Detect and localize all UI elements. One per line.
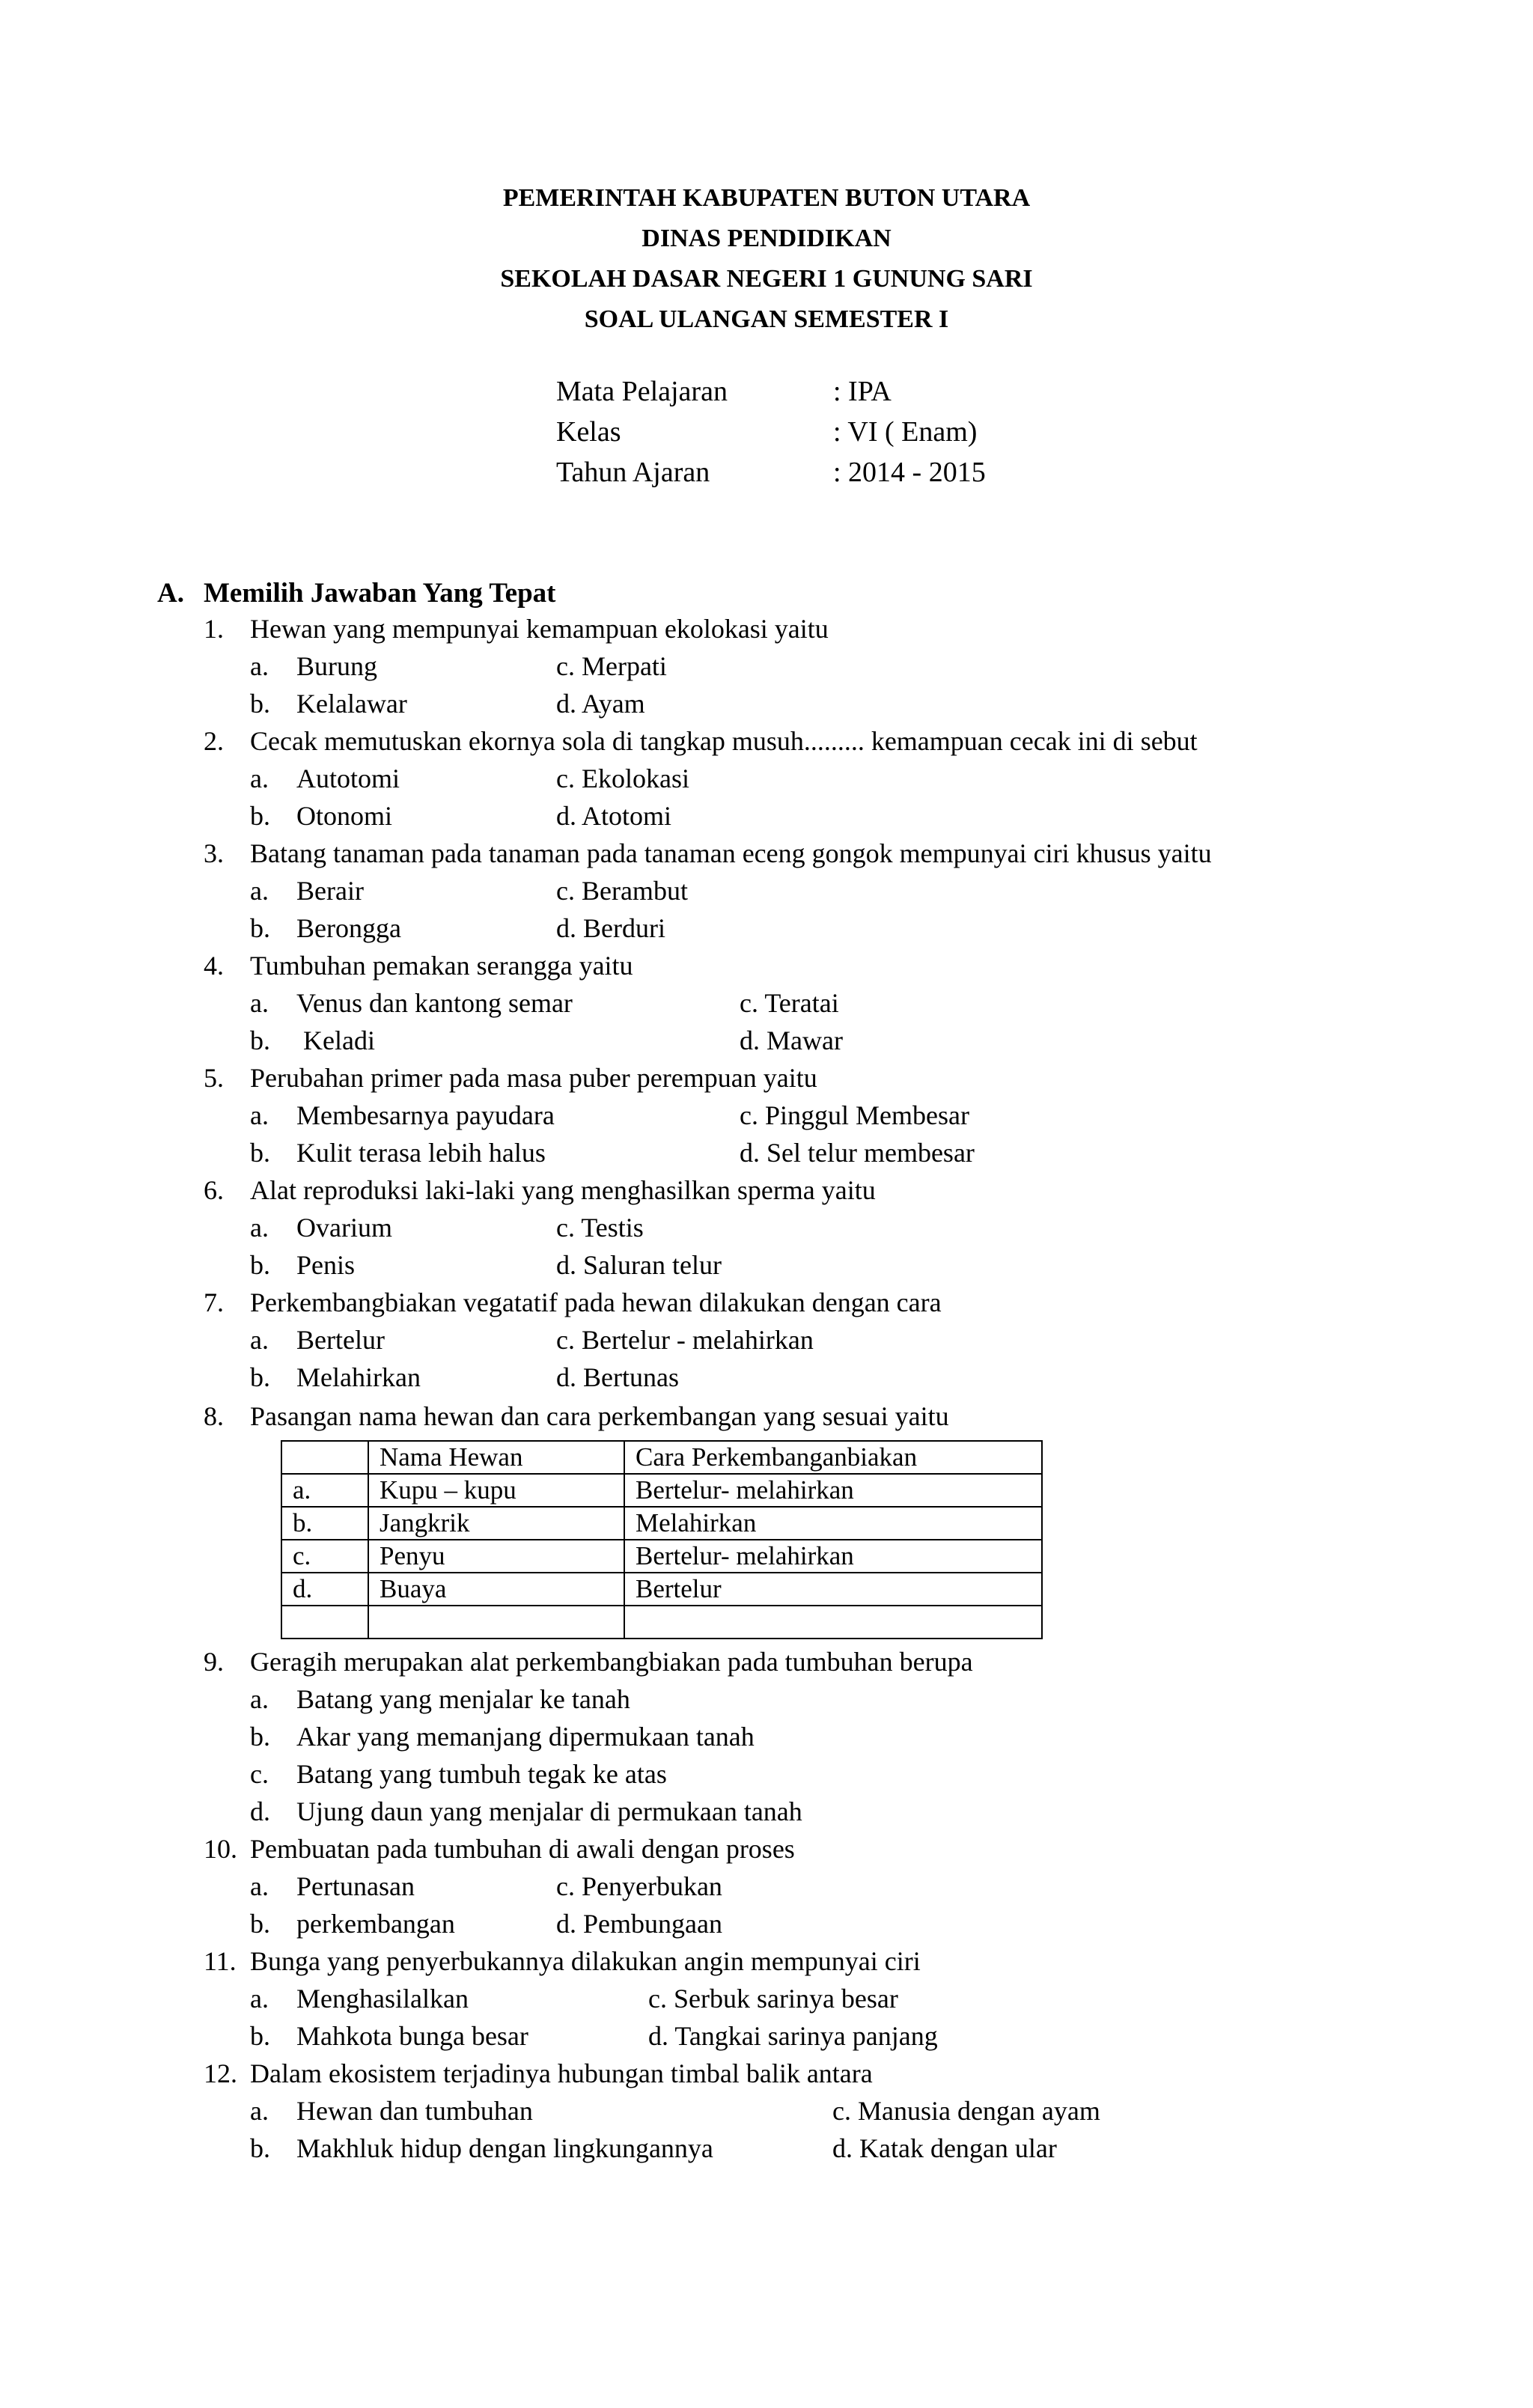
option-a: a. Autotomi bbox=[250, 763, 400, 793]
table-row-empty bbox=[281, 1606, 1042, 1639]
option-b: b. Penis bbox=[250, 1250, 356, 1280]
question-1 bbox=[204, 614, 829, 644]
option-b: b. Melahirkan bbox=[250, 1362, 421, 1392]
question-text: Hewan yang mempunyai kemampuan ekolokasi yaitu bbox=[250, 614, 829, 644]
question-text: Alat reproduksi laki-laki yang menghasilkan sperma yaitu bbox=[250, 1175, 876, 1205]
table-cell: Jangkrik bbox=[368, 1507, 624, 1540]
option-a: a. Membesarnya payudara bbox=[250, 1100, 555, 1130]
option-d: d. Katak dengan ular bbox=[832, 2133, 1057, 2163]
option-a: a. Venus dan kantong semar bbox=[250, 988, 573, 1018]
option-c: c. Berambut bbox=[556, 876, 688, 906]
option-a: a. Burung bbox=[250, 651, 377, 681]
table-cell: Bertelur- melahirkan bbox=[624, 1540, 1042, 1573]
question-text: Perubahan primer pada masa puber perempuan yaitu bbox=[250, 1063, 817, 1093]
question-number: 3. bbox=[204, 838, 224, 868]
option-b: b. Berongga bbox=[250, 913, 401, 943]
option-c: c. Serbuk sarinya besar bbox=[648, 1984, 898, 2014]
option-c: c. Pinggul Membesar bbox=[740, 1100, 969, 1130]
option-b: b. Akar yang memanjang dipermukaan tanah bbox=[250, 1722, 755, 1752]
table-cell bbox=[281, 1606, 368, 1639]
question-text: Tumbuhan pemakan serangga yaitu bbox=[250, 951, 633, 981]
question-text: Batang tanaman pada tanaman pada tanaman eceng gongok mempunyai ciri khusus yaitu bbox=[250, 838, 1212, 868]
option-a: a. Ovarium bbox=[250, 1213, 392, 1243]
question-number: 5. bbox=[204, 1063, 224, 1093]
question-3 bbox=[204, 838, 1212, 868]
question-text: Pasangan nama hewan dan cara perkembangan yang sesuai yaitu bbox=[250, 1401, 949, 1431]
option-d: d. Ayam bbox=[556, 689, 645, 719]
question-number: 6. bbox=[204, 1175, 224, 1205]
table-cell: b. bbox=[281, 1507, 368, 1540]
question-6 bbox=[204, 1175, 876, 1205]
table-cell: Kupu – kupu bbox=[368, 1474, 624, 1507]
question-10 bbox=[204, 1834, 795, 1864]
option-d: d. Tangkai sarinya panjang bbox=[648, 2021, 938, 2051]
option-d: d. Bertunas bbox=[556, 1362, 679, 1392]
question-text: Perkembangbiakan vegatatif pada hewan dilakukan dengan cara bbox=[250, 1287, 942, 1317]
option-c: c. Teratai bbox=[740, 988, 839, 1018]
school-header-line1: PEMERINTAH KABUPATEN BUTON UTARA bbox=[502, 184, 1031, 212]
school-header-line2: DINAS PENDIDIKAN bbox=[641, 225, 892, 252]
question-number: 10. bbox=[204, 1834, 237, 1864]
section-heading bbox=[157, 578, 555, 609]
table-cell bbox=[368, 1606, 624, 1639]
option-a: a. Menghasilalkan bbox=[250, 1984, 469, 2014]
question-text: Dalam ekosistem terjadinya hubungan timbal balik antara bbox=[250, 2058, 873, 2088]
option-b: b. Makhluk hidup dengan lingkungannya bbox=[250, 2133, 713, 2163]
question-number: 7. bbox=[204, 1287, 224, 1317]
option-c: c. Penyerbukan bbox=[556, 1871, 722, 1901]
question-number: 2. bbox=[204, 726, 224, 756]
table-cell: Bertelur- melahirkan bbox=[624, 1474, 1042, 1507]
info-label-year: Tahun Ajaran bbox=[556, 457, 710, 488]
option-b: b. Kulit terasa lebih halus bbox=[250, 1138, 546, 1168]
table-row bbox=[281, 1474, 1042, 1507]
option-d: d. Mawar bbox=[740, 1025, 843, 1055]
table-header-cell: Nama Hewan bbox=[368, 1441, 624, 1474]
option-b: b. Otonomi bbox=[250, 801, 393, 831]
table-row bbox=[281, 1540, 1042, 1573]
info-value-class: : VI ( Enam) bbox=[833, 416, 978, 448]
table-row bbox=[281, 1573, 1042, 1606]
question-text: Geragih merupakan alat perkembangbiakan pada tumbuhan berupa bbox=[250, 1647, 973, 1677]
option-d: d. Pembungaan bbox=[556, 1909, 722, 1939]
question-5 bbox=[204, 1063, 817, 1093]
table-cell: a. bbox=[281, 1474, 368, 1507]
table-cell: c. bbox=[281, 1540, 368, 1573]
option-d: d. Sel telur membesar bbox=[740, 1138, 975, 1168]
table-row bbox=[281, 1507, 1042, 1540]
question-number: 1. bbox=[204, 614, 224, 644]
question-4 bbox=[204, 951, 633, 981]
option-d: d. Atotomi bbox=[556, 801, 672, 831]
option-c: c. Manusia dengan ayam bbox=[832, 2096, 1100, 2126]
question-text: Bunga yang penyerbukannya dilakukan angin mempunyai ciri bbox=[250, 1946, 921, 1976]
section-letter: A. bbox=[157, 578, 184, 609]
option-d: d. Ujung daun yang menjalar di permukaan tanah bbox=[250, 1796, 802, 1826]
table-cell: Melahirkan bbox=[624, 1507, 1042, 1540]
question-12 bbox=[204, 2058, 873, 2088]
table-cell bbox=[624, 1606, 1042, 1639]
table-header-cell bbox=[281, 1441, 368, 1474]
exam-title: SOAL ULANGAN SEMESTER I bbox=[584, 305, 949, 333]
info-label-class: Kelas bbox=[556, 416, 621, 448]
table-header-cell: Cara Perkembanganbiakan bbox=[624, 1441, 1042, 1474]
question-number: 11. bbox=[204, 1946, 237, 1976]
option-a: a. Bertelur bbox=[250, 1325, 385, 1355]
option-b: b. Mahkota bunga besar bbox=[250, 2021, 528, 2051]
question-2 bbox=[204, 726, 1198, 756]
option-c: c. Testis bbox=[556, 1213, 644, 1243]
option-b: b. perkembangan bbox=[250, 1909, 455, 1939]
info-value-subject: : IPA bbox=[833, 376, 892, 407]
option-c: c. Ekolokasi bbox=[556, 763, 689, 793]
question-number: 8. bbox=[204, 1401, 224, 1431]
option-b: b. Keladi bbox=[250, 1025, 375, 1055]
animal-reproduction-table bbox=[281, 1440, 1043, 1639]
table-cell: d. bbox=[281, 1573, 368, 1606]
option-c: c. Batang yang tumbuh tegak ke atas bbox=[250, 1759, 667, 1789]
question-7 bbox=[204, 1287, 942, 1317]
option-a: a. Berair bbox=[250, 876, 364, 906]
section-title: Memilih Jawaban Yang Tepat bbox=[204, 578, 556, 609]
info-label-subject: Mata Pelajaran bbox=[556, 376, 728, 407]
option-a: a. Pertunasan bbox=[250, 1871, 415, 1901]
table-cell: Buaya bbox=[368, 1573, 624, 1606]
option-c: c. Merpati bbox=[556, 651, 667, 681]
question-8 bbox=[204, 1401, 949, 1431]
option-d: d. Berduri bbox=[556, 913, 665, 943]
option-d: d. Saluran telur bbox=[556, 1250, 722, 1280]
school-header-line3: SEKOLAH DASAR NEGERI 1 GUNUNG SARI bbox=[500, 265, 1033, 293]
question-11 bbox=[204, 1946, 921, 1976]
question-text: Cecak memutuskan ekornya sola di tangkap musuh......... kemampuan cecak ini di sebut bbox=[250, 726, 1198, 756]
question-text: Pembuatan pada tumbuhan di awali dengan proses bbox=[250, 1834, 795, 1864]
option-a: a. Batang yang menjalar ke tanah bbox=[250, 1684, 630, 1714]
question-9 bbox=[204, 1647, 973, 1677]
option-b: b. Kelalawar bbox=[250, 689, 407, 719]
info-value-year: : 2014 - 2015 bbox=[833, 457, 986, 488]
option-c: c. Bertelur - melahirkan bbox=[556, 1325, 814, 1355]
question-number: 12. bbox=[204, 2058, 237, 2088]
question-number: 4. bbox=[204, 951, 224, 981]
table-cell: Bertelur bbox=[624, 1573, 1042, 1606]
option-a: a. Hewan dan tumbuhan bbox=[250, 2096, 533, 2126]
table-cell: Penyu bbox=[368, 1540, 624, 1573]
table-header-row bbox=[281, 1441, 1042, 1474]
question-number: 9. bbox=[204, 1647, 224, 1677]
